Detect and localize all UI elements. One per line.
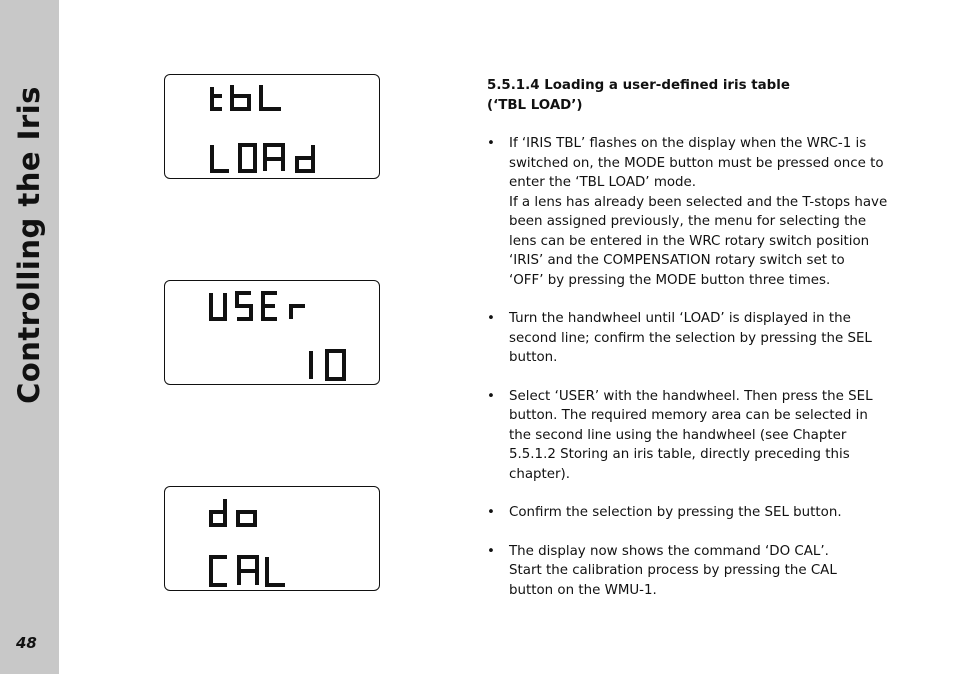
list-item <box>487 309 887 368</box>
text-line: second line; confirm the selection by pressing the SEL <box>509 330 872 346</box>
instruction-list <box>487 134 887 600</box>
text-line: • Confirm the selection by pressing the SEL button. <box>509 505 842 520</box>
lcd-char-d <box>297 145 313 171</box>
text-line: • Turn the handwheel until ‘LOAD’ is displayed in the <box>509 311 851 326</box>
text-line: chapter). <box>509 466 571 482</box>
text-line: button. <box>509 350 558 365</box>
lcd-char-L <box>261 85 281 109</box>
sidebar <box>0 0 59 674</box>
section-heading-line2: (‘TBL LOAD’) <box>487 97 583 113</box>
lcd-segments <box>165 75 381 180</box>
list-item <box>487 387 887 485</box>
lcd-char-L <box>267 557 285 585</box>
text-line: 5.5.1.2 Storing an iris table, directly preceding this <box>509 447 850 462</box>
lcd-char-U <box>211 293 225 319</box>
lcd-char-S <box>237 293 251 319</box>
lcd-char-L <box>212 145 229 171</box>
list-item <box>487 542 887 601</box>
lcd-char-O <box>240 145 255 171</box>
text-line: lens can be entered in the WRC rotary switch position <box>509 233 870 249</box>
lcd-char-C <box>211 557 227 585</box>
list-item <box>487 503 887 523</box>
text-line: If a lens has already been selected and the T-stops have <box>509 194 888 210</box>
lcd-char-b <box>232 85 249 109</box>
text-line: Start the calibration process by pressing the CAL <box>509 563 837 578</box>
lcd-char-A <box>239 557 257 585</box>
text-line: • If ‘IRIS TBL’ flashes on the display when the WRC-1 is <box>509 136 867 151</box>
text-line: • The display now shows the command ‘DO CAL’. <box>509 543 829 559</box>
text-line: ‘OFF’ by pressing the MODE button three times. <box>509 272 831 288</box>
lcd-char-t <box>212 87 222 109</box>
text-line: enter the ‘TBL LOAD’ mode. <box>509 175 697 190</box>
section-heading <box>487 76 887 115</box>
lcd-display-do-cal <box>164 486 380 591</box>
lcd-char-o <box>238 512 255 525</box>
text-line: the second line using the handwheel (see Chapter <box>509 427 847 443</box>
text-line: • Select ‘USER’ with the handwheel. Then press the SEL <box>509 388 873 404</box>
text-line: button on the WMU-1. <box>509 582 657 598</box>
lcd-char-0 <box>327 351 344 379</box>
text-line: button. The required memory area can be selected in <box>509 408 868 423</box>
lcd-segments <box>165 487 381 592</box>
lcd-char-A <box>265 145 283 171</box>
section-content <box>487 76 887 619</box>
lcd-display-tbl-load <box>164 74 380 179</box>
lcd-segments <box>165 281 381 386</box>
page-number: 48 <box>16 634 37 652</box>
lcd-char-d <box>211 499 225 525</box>
sidebar-title <box>6 70 52 420</box>
lcd-char-r <box>291 306 305 319</box>
list-item <box>487 134 887 290</box>
text-line: been assigned previously, the menu for selecting the <box>509 214 867 229</box>
text-line: ‘IRIS’ and the COMPENSATION rotary switch set to <box>509 253 845 268</box>
text-line: switched on, the MODE button must be pressed once to <box>509 155 884 171</box>
lcd-char-E <box>263 293 277 319</box>
section-heading-line1: 5.5.1.4 Loading a user-defined iris table <box>487 78 790 93</box>
lcd-display-user-10 <box>164 280 380 385</box>
sidebar-title-text: Controlling the Iris <box>12 86 47 404</box>
